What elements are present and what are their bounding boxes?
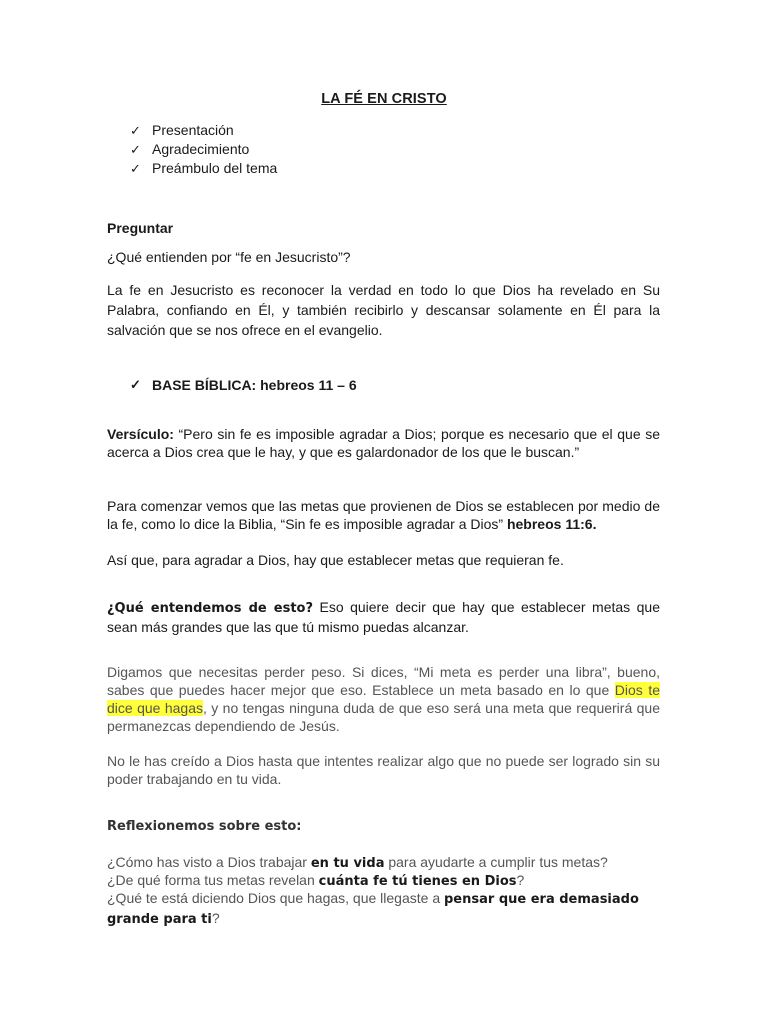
document-title: LA FÉ EN CRISTO bbox=[321, 91, 447, 107]
base-biblica-heading: ✓ BASE BÍBLICA: hebreos 11 – 6 bbox=[130, 377, 357, 393]
question-fe-jesucristo: ¿Qué entienden por “fe en Jesucristo”? bbox=[107, 249, 351, 265]
check-icon: ✓ bbox=[130, 142, 141, 157]
versiculo-paragraph: Versículo: “Pero sin fe es imposible agradar a Dios; porque es necesario que el que se acerca a Dios crea que le hay, y que es galardonador de los que le buscan.” bbox=[107, 426, 660, 460]
check-icon: ✓ bbox=[130, 161, 141, 176]
scripture-reference: hebreos 11:6. bbox=[506, 516, 597, 532]
checklist-item: ✓ Preámbulo del tema bbox=[130, 160, 278, 176]
intro-checklist bbox=[130, 121, 277, 178]
paragraph-no-le-has-creido: No le has creído a Dios hasta que intentes realizar algo que no puede ser logrado sin su poder trabajando en tu vida. bbox=[107, 753, 660, 787]
paragraph-agradar: Así que, para agradar a Dios, hay que establecer metas que requieran fe. bbox=[107, 552, 564, 568]
paragraph-que-entendemos: ¿Qué entendemos de esto? Eso quiere decir que hay que establecer metas que sean más grandes que las que tú mismo puedas alcanzar. bbox=[107, 599, 660, 635]
versiculo-label: Versículo: bbox=[107, 426, 174, 442]
reflexionemos-heading: Reflexionemos sobre esto: bbox=[107, 819, 302, 834]
checklist-item: ✓ Agradecimiento bbox=[130, 141, 250, 157]
check-icon: ✓ bbox=[130, 377, 141, 392]
check-icon: ✓ bbox=[130, 123, 141, 138]
checklist-item: ✓ Presentación bbox=[130, 122, 234, 138]
paragraph-digamos: Digamos que necesitas perder peso. Si dices, “Mi meta es perder una libra”, bueno, sabes que puedes hacer mejor que eso. Establece un meta basado en lo que Dios te dice que hagas, y no tengas ninguna duda de que eso será una meta que requerirá que permanezcas dependiendo de Jesús. bbox=[107, 664, 661, 734]
paragraph-fe-definition: La fe en Jesucristo es reconocer la verdad en todo lo que Dios ha revelado en Su Palabra, confiando en Él, y también recibirlo y descansar solamente en Él para la salvación que se nos ofrece en el evangelio. bbox=[107, 282, 660, 338]
reflection-question-2: ¿De qué forma tus metas revelan cuánta fe tú tienes en Dios? bbox=[107, 872, 525, 889]
reflection-question-3: ¿Qué te está diciendo Dios que hagas, que llegaste a pensar que era demasiado grande para ti? bbox=[107, 890, 639, 927]
paragraph-metas: Para comenzar vemos que las metas que provienen de Dios se establecen por medio de la fe, como lo dice la Biblia, “Sin fe es imposible agradar a Dios” hebreos 11:6. bbox=[107, 498, 660, 532]
preguntar-heading: Preguntar bbox=[107, 220, 174, 236]
highlighted-text: Dios te dice que hagas bbox=[107, 682, 661, 716]
que-entendemos-question: ¿Qué entendemos de esto? bbox=[107, 601, 314, 616]
reflection-question-1: ¿Cómo has visto a Dios trabajar en tu vida para ayudarte a cumplir tus metas? bbox=[107, 854, 608, 871]
